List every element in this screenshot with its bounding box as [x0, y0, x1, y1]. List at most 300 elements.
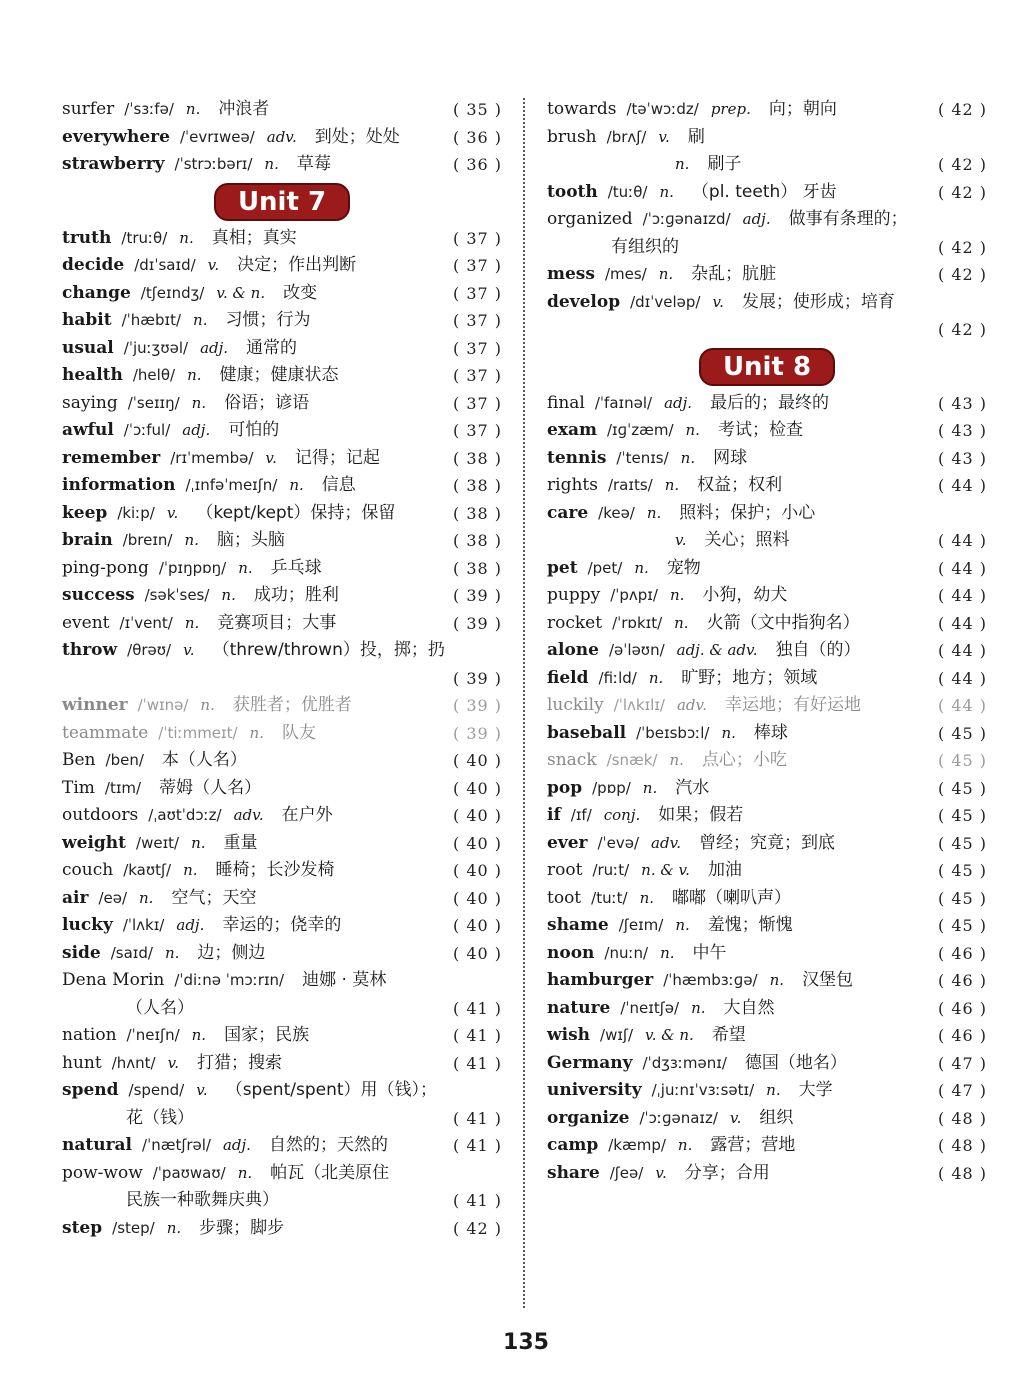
phonetic: /ʃeɪm/	[618, 916, 664, 934]
chinese-meaning: 到处；处处	[314, 126, 400, 147]
chinese-meaning: 照料；保护；小心	[679, 502, 816, 523]
vocab-entry	[547, 830, 987, 858]
vocab-word: remember	[62, 447, 161, 468]
phonetic: /əˈləʊn/	[609, 641, 665, 659]
phonetic: /ˈtiːmmeɪt/	[158, 723, 238, 742]
chinese-meaning: 嘟嘟（喇叭声）	[672, 887, 792, 908]
chinese-meaning: 健康；健康状态	[219, 365, 339, 385]
phonetic: /ˈbeɪsbɔːl/	[636, 723, 710, 742]
part-of-speech: n.	[766, 1081, 781, 1099]
phonetic: /ˈjuːʒʊəl/	[123, 338, 189, 357]
vocab-entry	[62, 940, 502, 968]
chinese-meaning: 棒球	[753, 722, 788, 743]
chinese-meaning: 习惯；行为	[225, 310, 311, 330]
phonetic: /ɪf/	[570, 806, 592, 824]
entry-continuation	[547, 151, 987, 179]
page-reference: ( 45 )	[937, 916, 987, 935]
chinese-meaning: 步骤；脚步	[199, 1217, 285, 1238]
vocab-word: natural	[62, 1135, 133, 1155]
vocab-entry	[62, 747, 502, 775]
phonetic: /dɪˈveləp/	[630, 292, 701, 311]
chinese-meaning: （人名）	[126, 997, 194, 1018]
chinese-meaning: （kept/kept）保持；保留	[196, 502, 396, 523]
phonetic: /ben/	[105, 751, 144, 769]
phonetic: /ˈdʒɜːmənɪ/	[642, 1053, 727, 1072]
chinese-meaning: 重量	[223, 832, 258, 853]
page-reference: ( 46 )	[937, 1026, 987, 1045]
phonetic: /ʃeə/	[609, 1163, 644, 1182]
part-of-speech: adv.	[651, 833, 682, 852]
part-of-speech: n.	[674, 613, 689, 632]
chinese-meaning: 曾经；究竟；到底	[699, 832, 836, 853]
chinese-meaning: 大自然	[723, 997, 775, 1018]
vocab-entry	[62, 445, 502, 473]
chinese-meaning: 空气；天空	[171, 887, 257, 908]
vocab-word: health	[62, 365, 123, 385]
chinese-meaning: 小狗，幼犬	[702, 585, 788, 605]
part-of-speech: n.	[659, 182, 674, 201]
entry-continuation	[547, 527, 987, 555]
vocab-entry	[547, 1077, 987, 1105]
vocab-entry	[62, 96, 502, 124]
phonetic: /ˈrɒkɪt/	[612, 613, 663, 632]
chinese-meaning: 网球	[713, 447, 748, 468]
page-reference: ( 41 )	[452, 998, 502, 1018]
chinese-meaning: 最后的；最终的	[710, 392, 830, 413]
chinese-meaning: 成功；胜利	[253, 585, 339, 605]
vocab-entry	[62, 967, 502, 995]
vocab-entry	[547, 747, 987, 775]
part-of-speech: adj.	[222, 1136, 251, 1154]
chinese-meaning: 民族一种歌舞庆典）	[126, 1190, 279, 1210]
phonetic: /dɪˈsaɪd/	[134, 256, 196, 274]
part-of-speech: v.	[207, 256, 220, 274]
phonetic: /weɪt/	[136, 833, 180, 852]
part-of-speech: n.	[166, 1218, 182, 1237]
vocab-entry	[547, 665, 987, 693]
part-of-speech: n.	[669, 751, 684, 769]
chinese-meaning: 汽水	[675, 777, 710, 798]
phonetic: /kaʊtʃ/	[123, 861, 172, 879]
part-of-speech: n.	[675, 916, 690, 934]
page-reference: ( 38 )	[452, 503, 502, 523]
vocab-entry	[62, 692, 502, 720]
vocab-entry	[62, 912, 502, 940]
chinese-meaning: 获胜者；优胜者	[232, 695, 352, 715]
vocab-word: exam	[547, 420, 597, 440]
vocab-entry	[547, 500, 987, 528]
chinese-meaning: 杂乱；肮脏	[691, 264, 777, 284]
vocab-entry	[62, 280, 502, 308]
vocab-word: strawberry	[62, 154, 165, 174]
phonetic: /ˈlʌkɪ/	[122, 916, 165, 934]
part-of-speech: n.	[660, 943, 675, 962]
vocab-word: university	[547, 1080, 642, 1100]
page-reference: ( 40 )	[452, 861, 502, 880]
vocab-word: ping-pong	[62, 557, 149, 578]
vocab-word: teammate	[62, 722, 149, 743]
vocab-entry	[62, 802, 502, 830]
part-of-speech: n.	[721, 723, 736, 742]
vocab-word: camp	[547, 1135, 599, 1155]
page-reference: ( 44 )	[937, 668, 987, 688]
part-of-speech: n.	[691, 998, 706, 1017]
part-of-speech: n.	[193, 311, 208, 329]
chinese-meaning: 自然的；天然的	[268, 1135, 388, 1155]
part-of-speech: v.	[167, 1053, 180, 1072]
phonetic: /helθ/	[132, 366, 176, 384]
part-of-speech: n.	[658, 265, 674, 283]
vocab-entry	[62, 307, 502, 335]
vocab-entry	[62, 1215, 502, 1243]
page-reference: ( 37 )	[452, 283, 502, 303]
vocab-word: Dena Morin	[62, 970, 165, 990]
page-reference: ( 38 )	[452, 476, 502, 495]
vocab-entry	[62, 362, 502, 390]
vocab-word: hamburger	[547, 970, 654, 990]
chinese-meaning: 大学	[798, 1080, 833, 1100]
vocab-entry	[62, 417, 502, 445]
chinese-meaning: 宠物	[666, 557, 701, 578]
vocab-word: spend	[62, 1080, 119, 1100]
chinese-meaning: 考试；检查	[717, 420, 803, 440]
vocab-word: develop	[547, 291, 621, 312]
chinese-meaning: 独自（的）	[775, 640, 861, 660]
page-reference: ( 37 )	[452, 338, 502, 358]
page-reference: ( 44 )	[937, 641, 987, 660]
vocab-entry	[547, 1160, 987, 1188]
chinese-meaning: 改变	[283, 282, 318, 303]
phonetic: /tuːt/	[591, 888, 628, 907]
page-reference: ( 36 )	[452, 127, 502, 147]
phonetic: /θrəʊ/	[127, 641, 172, 659]
vocab-word: couch	[62, 860, 114, 880]
phonetic: /ˌaʊtˈdɔːz/	[148, 806, 222, 824]
part-of-speech: n.	[191, 393, 207, 412]
chinese-meaning: 记得；记起	[294, 447, 380, 468]
part-of-speech: n.	[642, 778, 658, 797]
vocab-entry	[62, 527, 502, 555]
vocab-word: Germany	[547, 1052, 633, 1073]
part-of-speech: v.	[712, 292, 724, 311]
phonetic: /tʃeɪndʒ/	[140, 283, 205, 302]
vocab-entry	[62, 1022, 502, 1050]
page-reference: ( 40 )	[452, 916, 502, 935]
vocab-word: field	[547, 667, 589, 688]
unit-heading	[547, 344, 987, 390]
part-of-speech: n.	[184, 613, 200, 632]
phonetic: /rɪˈmembə/	[170, 448, 254, 467]
vocab-entry	[547, 472, 987, 500]
part-of-speech: adj.	[176, 916, 205, 934]
page-reference: ( 40 )	[452, 778, 502, 798]
vocab-word: everywhere	[62, 126, 170, 147]
phonetic: /keə/	[598, 503, 635, 522]
chinese-meaning: 打猎；搜索	[197, 1052, 283, 1073]
phonetic: /ˈɔːɡənaɪz/	[639, 1108, 718, 1127]
phonetic: /saɪd/	[110, 943, 153, 962]
vocab-word: surfer	[62, 99, 115, 119]
chinese-meaning: 幸运的；侥幸的	[222, 915, 342, 935]
vocab-word: pop	[547, 777, 583, 798]
chinese-meaning: 在户外	[281, 805, 333, 825]
vocab-word: success	[62, 585, 135, 605]
chinese-meaning: 旷野；地方；领域	[681, 667, 818, 688]
chinese-meaning: 加油	[707, 860, 742, 880]
part-of-speech: n.	[183, 861, 198, 879]
chinese-meaning: 边；侧边	[197, 942, 266, 963]
vocab-entry	[547, 967, 987, 995]
page-reference: ( 37 )	[452, 393, 502, 413]
chinese-meaning: 可怕的	[228, 420, 280, 440]
part-of-speech: n.	[221, 586, 236, 604]
vocab-word: towards	[547, 99, 617, 119]
page-number: 135	[503, 1330, 549, 1355]
part-of-speech: v. & n.	[216, 283, 266, 302]
vocab-entry	[547, 96, 987, 124]
chinese-meaning: 睡椅；长沙发椅	[215, 860, 335, 880]
page-reference: ( 45 )	[937, 806, 987, 825]
vocab-entry	[547, 692, 987, 720]
unit-badge: Unit 8	[699, 348, 835, 386]
part-of-speech: adj.	[742, 210, 771, 228]
chinese-meaning: 队友	[281, 722, 316, 743]
chinese-meaning: 国家；民族	[224, 1025, 310, 1045]
vocab-word: luckily	[547, 695, 604, 715]
chinese-meaning: 点心；小吃	[701, 750, 787, 770]
page-reference: ( 40 )	[452, 888, 502, 908]
phonetic: /ˈevə/	[597, 833, 640, 852]
chinese-meaning: （threw/thrown）投，掷；扔	[212, 640, 445, 660]
entry-continuation	[62, 1105, 502, 1133]
page-reference: ( 40 )	[452, 943, 502, 963]
part-of-speech: n.	[185, 100, 201, 118]
phonetic: /pet/	[587, 558, 623, 577]
chinese-meaning: 中午	[692, 942, 727, 963]
vocab-word: event	[62, 612, 110, 633]
chinese-meaning: 刷	[687, 126, 705, 147]
part-of-speech: n.	[139, 888, 154, 907]
page-reference: ( 41 )	[452, 1026, 502, 1045]
chinese-meaning: （pl. teeth） 牙齿	[691, 181, 837, 202]
page-reference: ( 38 )	[452, 448, 502, 468]
entry-continuation	[62, 1187, 502, 1215]
unit-heading	[62, 179, 502, 225]
vocab-word: care	[547, 502, 589, 523]
chinese-meaning: 冲浪者	[218, 99, 270, 119]
page-reference: ( 46 )	[937, 943, 987, 963]
vocab-word: keep	[62, 502, 108, 523]
phonetic: /ˈɔːɡənaɪzd/	[642, 210, 731, 228]
vocab-entry	[62, 885, 502, 913]
vocab-entry	[547, 1050, 987, 1078]
phonetic: /pɒp/	[592, 778, 631, 797]
vocab-word: if	[547, 805, 561, 825]
page-reference: ( 44 )	[937, 558, 987, 578]
part-of-speech: n.	[187, 366, 202, 384]
vocab-entry	[62, 252, 502, 280]
vocab-word: root	[547, 860, 583, 880]
page-reference: ( 40 )	[452, 833, 502, 853]
vocab-entry	[62, 1050, 502, 1078]
phonetic: /wɪʃ/	[600, 1026, 634, 1044]
vocab-word: puppy	[547, 585, 601, 605]
chinese-meaning: 火箭（文中指狗名）	[706, 612, 860, 633]
vocab-entry	[62, 1077, 502, 1105]
vocab-word: noon	[547, 942, 595, 963]
page-reference: ( 41 )	[452, 1108, 502, 1128]
phonetic: /ˈpʌpɪ/	[610, 586, 658, 604]
vocab-entry	[62, 637, 502, 665]
vocab-word: habit	[62, 310, 112, 330]
phonetic: /spend/	[128, 1081, 185, 1099]
chinese-meaning: 信息	[321, 475, 356, 495]
vocab-word: tennis	[547, 447, 607, 468]
phonetic: /ˈnætʃrəl/	[142, 1136, 211, 1154]
part-of-speech: n.	[238, 558, 253, 577]
vocab-entry	[62, 720, 502, 748]
vocab-word: air	[62, 887, 89, 908]
phonetic: /fiːld/	[598, 668, 637, 687]
part-of-speech: v.	[655, 1163, 667, 1182]
vocab-entry	[547, 857, 987, 885]
phonetic: /eə/	[98, 888, 128, 907]
column-divider	[523, 98, 525, 1308]
chinese-meaning: 羞愧；惭愧	[707, 915, 793, 935]
page-reference: ( 46 )	[937, 971, 987, 990]
part-of-speech: v.	[196, 1081, 208, 1099]
phonetic: /ɪɡˈzæm/	[606, 421, 674, 439]
vocab-entry	[62, 500, 502, 528]
page-reference: ( 37 )	[452, 421, 502, 440]
page-reference: ( 40 )	[452, 751, 502, 770]
vocab-entry	[62, 124, 502, 152]
vocab-word: lucky	[62, 915, 113, 935]
page-reference: ( 42 )	[937, 100, 987, 119]
phonetic: /ˈpaʊwaʊ/	[152, 1163, 226, 1182]
part-of-speech: n.	[264, 155, 279, 173]
part-of-speech: v.	[166, 503, 179, 522]
vocab-entry	[62, 775, 502, 803]
vocab-entry	[62, 582, 502, 610]
part-of-speech: n.	[200, 696, 215, 714]
chinese-meaning: 汉堡包	[802, 970, 854, 990]
phonetic: /nuːn/	[604, 943, 649, 962]
vocab-word: snack	[547, 750, 597, 770]
vocab-word: share	[547, 1162, 600, 1183]
vocab-entry	[547, 720, 987, 748]
chinese-meaning: 决定；作出判断	[237, 255, 357, 275]
entry-continuation	[547, 316, 987, 344]
page-reference: ( 44 )	[937, 613, 987, 633]
vocab-word: ever	[547, 832, 588, 853]
chinese-meaning: 幸运地；有好运地	[724, 695, 861, 715]
page-reference: ( 44 )	[937, 531, 987, 550]
vocab-word: Tim	[62, 777, 95, 798]
vocab-word: final	[547, 392, 585, 413]
phonetic: /raɪts/	[607, 476, 653, 494]
part-of-speech: v.	[675, 531, 687, 549]
chinese-meaning: 做事有条理的；	[788, 209, 908, 229]
unit-badge: Unit 7	[214, 183, 350, 221]
page-reference: ( 43 )	[937, 421, 987, 440]
page-reference: ( 43 )	[937, 448, 987, 468]
part-of-speech: n.	[249, 723, 264, 742]
page-reference: ( 44 )	[937, 476, 987, 495]
page-reference: ( 45 )	[937, 778, 987, 798]
vocab-entry	[62, 610, 502, 638]
vocab-entry	[547, 289, 987, 317]
part-of-speech: conj.	[603, 806, 641, 824]
phonetic: /ˈstrɔːbərɪ/	[174, 155, 253, 173]
vocab-entry	[547, 1105, 987, 1133]
phonetic: /tɪm/	[104, 778, 142, 797]
entry-continuation	[62, 995, 502, 1023]
vocab-entry	[547, 1022, 987, 1050]
chinese-meaning: 帕瓦（北美原住	[270, 1162, 390, 1183]
vocab-word: usual	[62, 337, 114, 358]
page-reference: ( 37 )	[452, 311, 502, 330]
chinese-meaning: 蒂姆（人名）	[159, 777, 262, 798]
vocab-entry	[62, 225, 502, 253]
phonetic: /ˈsɜːfə/	[124, 100, 174, 118]
chinese-meaning: 本（人名）	[161, 750, 247, 770]
page-reference: ( 37 )	[452, 256, 502, 275]
vocab-word: weight	[62, 832, 127, 853]
chinese-meaning: 竞赛项目；大事	[217, 612, 337, 633]
chinese-meaning: 发展；使形成；培育	[741, 291, 895, 312]
part-of-speech: n.	[646, 503, 662, 522]
page-reference: ( 39 )	[452, 586, 502, 605]
vocab-word: side	[62, 942, 101, 963]
phonetic: /step/	[112, 1218, 155, 1237]
phonetic: /mes/	[604, 265, 647, 283]
phonetic: /snæk/	[606, 751, 658, 769]
phonetic: /ˈseɪɪŋ/	[127, 393, 180, 412]
vocab-entry	[547, 124, 987, 152]
vocab-entry	[62, 335, 502, 363]
vocab-word: information	[62, 475, 176, 495]
vocab-entry	[547, 885, 987, 913]
chinese-meaning: 花（钱）	[126, 1107, 194, 1128]
part-of-speech: adv.	[676, 696, 707, 714]
vocab-word: organized	[547, 209, 633, 229]
page-reference: ( 42 )	[937, 237, 987, 257]
phonetic: /ˈfaɪnəl/	[594, 393, 653, 412]
vocab-entry	[547, 261, 987, 289]
page-reference: ( 45 )	[937, 723, 987, 743]
page-reference: ( 39 )	[452, 668, 502, 688]
page-reference: ( 48 )	[937, 1136, 987, 1155]
vocab-word: hunt	[62, 1052, 102, 1073]
part-of-speech: n.	[685, 421, 700, 439]
part-of-speech: n.	[648, 668, 664, 687]
part-of-speech: n.	[664, 476, 680, 494]
vocab-word: nation	[62, 1025, 117, 1045]
part-of-speech: adv.	[233, 806, 264, 824]
chinese-meaning: 如果；假若	[658, 805, 744, 825]
chinese-meaning: 组织	[759, 1107, 794, 1128]
vocab-word: winner	[62, 695, 128, 715]
phonetic: /ˌɪnfəˈmeɪʃn/	[185, 476, 278, 494]
phonetic: /kiːp/	[117, 503, 155, 522]
vocab-word: mess	[547, 264, 595, 284]
part-of-speech: prep.	[710, 100, 751, 118]
part-of-speech: v. & n.	[645, 1026, 694, 1044]
chinese-meaning: 草莓	[296, 154, 331, 174]
vocab-word: organize	[547, 1107, 630, 1128]
chinese-meaning: 通常的	[246, 337, 298, 358]
